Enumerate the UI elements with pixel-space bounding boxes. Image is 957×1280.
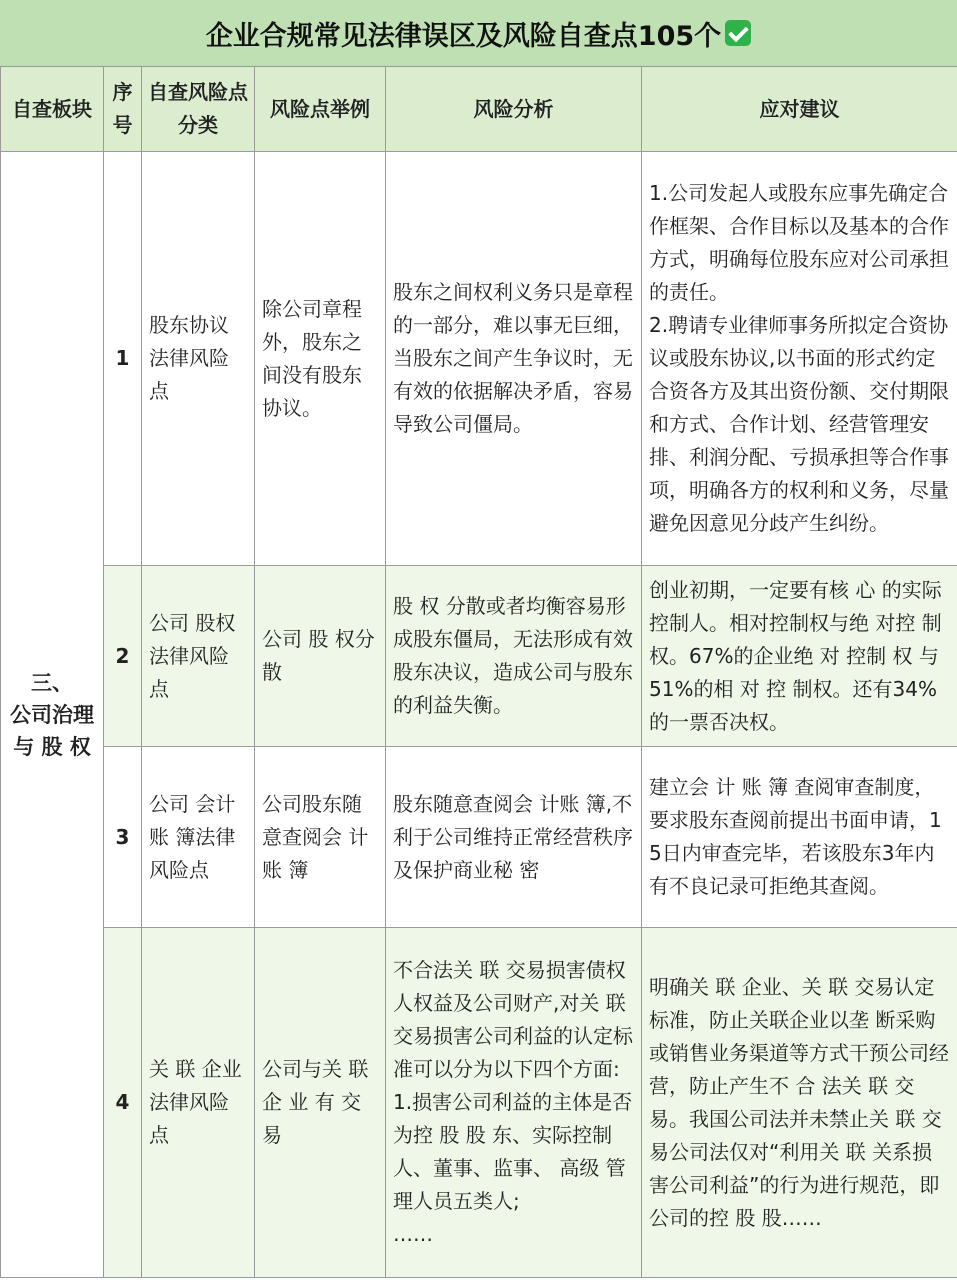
row-advice: 1.公司发起人或股东应事先确定合作框架、合作目标以及基本的合作方式，明确每位股东应对公司承担的责任。 2.聘请专业律师事务所拟定合资协议或股东协议,以书面的形式约定合资各方及其出资份额、交付期限和方式、合作计划、经营管理安排、利润分配、亏损承担等合作事项，明确各方的权利和义务，尽量避免因意见分歧产生纠纷。 xyxy=(642,152,957,566)
row-number: 4 xyxy=(104,928,142,1278)
row-category: 公司 会计账 簿法律风险点 xyxy=(142,747,255,928)
row-example: 公司与关 联 企 业 有 交 易 xyxy=(255,928,386,1278)
table-row xyxy=(1,152,957,566)
row-analysis: 股东随意查阅会 计账 簿,不利于公司维持正常经营秩序及保护商业秘 密 xyxy=(386,747,642,928)
row-example: 公司股东随意查阅会 计账 簿 xyxy=(255,747,386,928)
table-row xyxy=(1,566,957,747)
row-analysis: 不合法关 联 交易损害债权人权益及公司财产,对关 联 交易损害公司利益的认定标准可以分为以下四个方面: 1.损害公司利益的主体是否为控 股 股 东、实际控制人、董事、监事、 高级 管理人员五类人; …… xyxy=(386,928,642,1278)
row-number: 3 xyxy=(104,747,142,928)
title-bar xyxy=(0,0,957,67)
row-number: 2 xyxy=(104,566,142,747)
table-row xyxy=(1,747,957,928)
header-section: 自查板块 xyxy=(1,67,104,152)
row-advice: 创业初期，一定要有核 心 的实际控制人。相对控制权与绝 对控 制 权。67%的企业绝 对 控制 权 与 51%的相 对 控 制权。还有34%的一票否决权。 xyxy=(642,566,957,747)
header-advice: 应对建议 xyxy=(642,67,957,152)
row-analysis: 股东之间权利义务只是章程的一部分，难以事无巨细，当股东之间产生争议时，无有效的依据解决矛盾，容易导致公司僵局。 xyxy=(386,152,642,566)
header-number: 序号 xyxy=(104,67,142,152)
row-advice: 明确关 联 企业、关 联 交易认定标准，防止关联企业以垄 断采购或销售业务渠道等方式干预公司经营，防止产生不 合 法关 联 交易。我国公司法并未禁止关 联 交易公司法仅对“利用关 联 关系损害公司利益”的行为进行规范，即公司的控 股 股…… xyxy=(642,928,957,1278)
header-example: 风险点举例 xyxy=(255,67,386,152)
row-advice: 建立会 计 账 簿 查阅审查制度，要求股东查阅前提出书面申请，15日内审查完毕，若该股东3年内有不良记录可拒绝其查阅。 xyxy=(642,747,957,928)
row-example: 除公司章程外，股东之间没有股东协议。 xyxy=(255,152,386,566)
table-header-row xyxy=(1,67,957,152)
row-category: 关 联 企业法律风险点 xyxy=(142,928,255,1278)
row-example: 公司 股 权分 散 xyxy=(255,566,386,747)
page-title: 企业合规常见法律误区及风险自查点105个 xyxy=(205,20,722,52)
risk-table xyxy=(0,66,957,1278)
header-analysis: 风险分析 xyxy=(386,67,642,152)
header-category: 自查风险点分类 xyxy=(142,67,255,152)
table-row xyxy=(1,928,957,1278)
section-label: 三、 公司治理 与 股 权 xyxy=(1,152,104,1278)
row-category: 股东协议法律风险点 xyxy=(142,152,255,566)
row-number: 1 xyxy=(104,152,142,566)
check-mark-icon xyxy=(725,20,751,46)
row-analysis: 股 权 分散或者均衡容易形成股东僵局，无法形成有效股东决议，造成公司与股东的利益失衡。 xyxy=(386,566,642,747)
row-category: 公司 股权法律风险点 xyxy=(142,566,255,747)
